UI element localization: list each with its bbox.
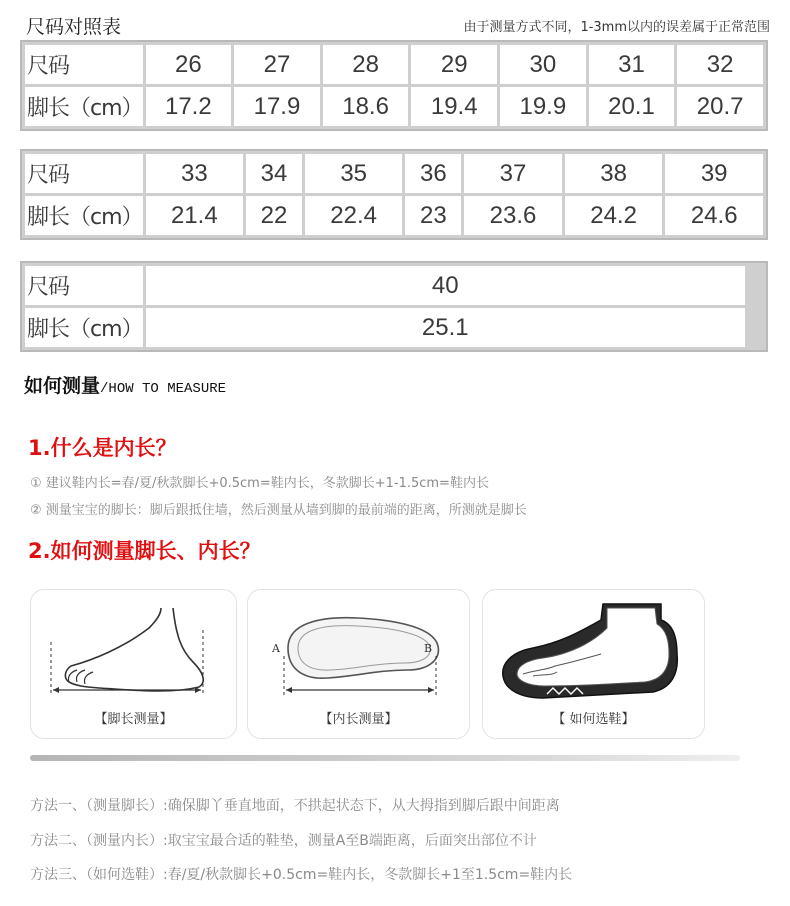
insole-measure-icon (248, 590, 469, 710)
length-cell: 24.6 (665, 196, 763, 235)
shoe-choice-card (482, 589, 705, 739)
size-cell: 30 (500, 45, 586, 84)
foot-length-label: 脚长（cm） (25, 196, 143, 235)
size-cell: 35 (305, 154, 403, 193)
length-cell: 25.1 (146, 308, 745, 347)
length-cell: 17.9 (234, 87, 320, 126)
size-cell: 40 (146, 266, 745, 305)
foot-measure-card (30, 589, 237, 739)
method-item: 方法二、（测量内长）:取宝宝最合适的鞋垫，测量A至B端距离，后面突出部位不计 (30, 833, 537, 849)
size-row (25, 266, 763, 305)
size-label: 尺码 (25, 266, 143, 305)
length-cell: 21.4 (146, 196, 244, 235)
shoe-choice-caption: 【 如何选鞋】 (552, 712, 635, 727)
inner-length-question: 1.什么是内长？ (28, 436, 177, 460)
foot-length-row (25, 87, 763, 126)
foot-measure-icon (31, 590, 236, 710)
size-table-1 (20, 40, 768, 131)
size-label: 尺码 (25, 154, 143, 193)
size-cell: 32 (677, 45, 763, 84)
section-divider (30, 755, 740, 761)
length-cell: 20.1 (589, 87, 675, 126)
insole-measure-caption: 【内长测量】 (319, 712, 398, 727)
foot-length-row (25, 196, 763, 235)
foot-measure-caption: 【脚长测量】 (94, 712, 173, 727)
size-cell: 28 (323, 45, 409, 84)
tip-item: ② 测量宝宝的脚长：脚后跟抵住墙，然后测量从墙到脚的最前端的距离，所测就是脚长 (30, 503, 527, 518)
size-table-3 (20, 261, 768, 352)
length-cell: 20.7 (677, 87, 763, 126)
tip-item: ① 建议鞋内长=春/夏/秋款脚长+0.5cm=鞋内长，冬款脚长+1-1.5cm=鞋内长 (30, 476, 489, 491)
measurement-tolerance-note: 由于测量方式不同，1-3mm以内的误差属于正常范围 (463, 20, 770, 35)
size-row (25, 45, 763, 84)
measure-question: 2.如何测量脚长、内长？ (28, 539, 261, 563)
size-row (25, 154, 763, 193)
length-cell: 19.4 (411, 87, 497, 126)
how-to-measure-heading (24, 371, 226, 398)
length-cell: 18.6 (323, 87, 409, 126)
method-item: 方法三、（如何选鞋）:春/夏/秋款脚长+0.5cm=鞋内长，冬款脚长+1至1.5cm=鞋内长 (30, 867, 573, 883)
length-cell: 22.4 (305, 196, 403, 235)
chart-header (26, 8, 770, 38)
method-item: 方法一、（测量脚长）:确保脚丫垂直地面，不拱起状态下，从大拇指到脚后跟中间距离 (30, 798, 560, 814)
size-table-2 (20, 149, 768, 240)
size-cell: 33 (146, 154, 244, 193)
foot-length-label: 脚长（cm） (25, 87, 143, 126)
size-cell: 39 (665, 154, 763, 193)
size-chart-title: 尺码对照表 (26, 16, 122, 38)
size-cell: 37 (464, 154, 562, 193)
length-cell: 19.9 (500, 87, 586, 126)
size-cell: 29 (411, 45, 497, 84)
size-label: 尺码 (25, 45, 143, 84)
length-cell: 17.2 (146, 87, 232, 126)
size-cell: 31 (589, 45, 675, 84)
point-b-label: B (424, 642, 433, 655)
length-cell: 24.2 (565, 196, 663, 235)
size-cell: 38 (565, 154, 663, 193)
length-cell: 23.6 (464, 196, 562, 235)
length-cell: 22 (246, 196, 302, 235)
length-cell: 23 (405, 196, 461, 235)
foot-length-label: 脚长（cm） (25, 308, 143, 347)
how-to-measure-subtitle: /HOW TO MEASURE (100, 381, 227, 397)
size-cell: 34 (246, 154, 302, 193)
size-cell: 26 (146, 45, 232, 84)
size-cell: 36 (405, 154, 461, 193)
size-cell: 27 (234, 45, 320, 84)
insole-measure-card (247, 589, 470, 739)
how-to-measure-title: 如何测量 (24, 375, 101, 397)
point-a-label: A (272, 642, 280, 655)
shoe-cutaway-icon (483, 590, 704, 710)
foot-length-row (25, 308, 763, 347)
